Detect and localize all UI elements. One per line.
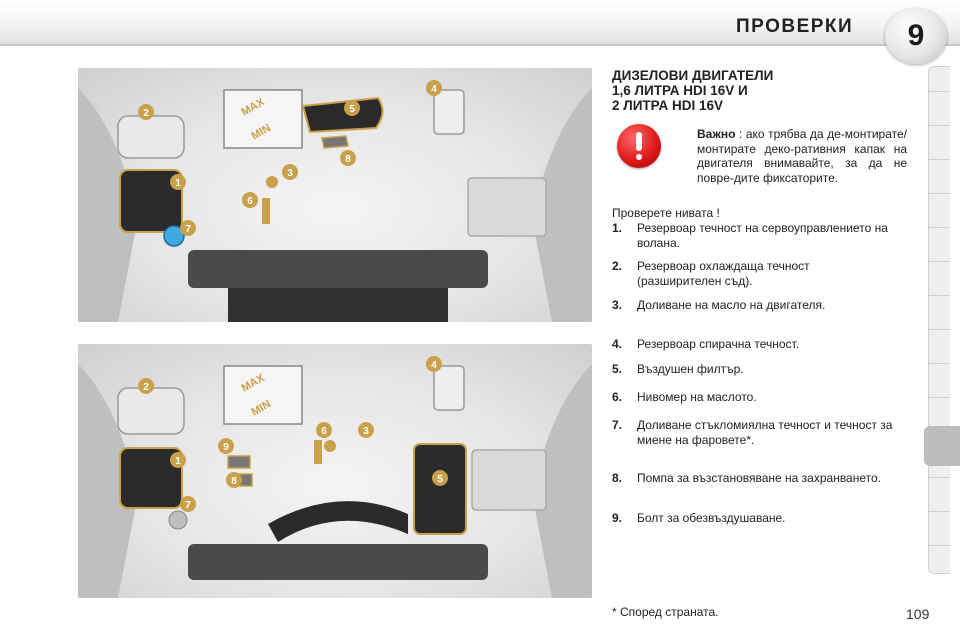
callout-3 bbox=[282, 164, 298, 180]
page-number: 109 bbox=[906, 606, 930, 622]
air-filter-box bbox=[414, 444, 466, 534]
section-title-line: 1,6 ЛИТРА HDI 16V И bbox=[612, 83, 748, 98]
callout-3 bbox=[358, 422, 374, 438]
oil-dipstick bbox=[262, 198, 270, 224]
footnote: * Според страната. bbox=[612, 605, 719, 619]
battery bbox=[472, 450, 546, 510]
radiator-cover bbox=[188, 250, 488, 288]
svg-text:5: 5 bbox=[349, 104, 355, 115]
svg-text:3: 3 bbox=[287, 168, 293, 179]
list-item: 1. Резервоар течност на сервоуправлението на волана. bbox=[612, 221, 888, 250]
callout-5 bbox=[432, 470, 448, 486]
svg-text:8: 8 bbox=[345, 154, 351, 165]
level-gauge-inset bbox=[224, 90, 302, 148]
callout-1 bbox=[170, 174, 186, 190]
list-item: 2. Резервоар охлаждаща течност (разширителен съд). bbox=[612, 259, 810, 288]
tab-divider bbox=[929, 125, 950, 126]
important-label: Важно bbox=[697, 127, 736, 141]
svg-text:2: 2 bbox=[143, 382, 149, 393]
front-grille bbox=[228, 288, 448, 322]
air-filter-duct bbox=[303, 98, 383, 132]
oil-dipstick bbox=[314, 440, 322, 464]
tab-divider bbox=[929, 477, 950, 478]
svg-text:5: 5 bbox=[437, 474, 443, 485]
tab-divider bbox=[929, 397, 950, 398]
chapter-tab-active[interactable] bbox=[924, 426, 960, 466]
list-item: 9. Болт за обезвъздушаване. bbox=[612, 511, 786, 525]
svg-text:1: 1 bbox=[175, 178, 181, 189]
callout-5 bbox=[344, 100, 360, 116]
gauge-min-label: MIN bbox=[249, 122, 273, 143]
page-title: ПРОВЕРКИ bbox=[736, 16, 854, 37]
gauge-min-label: MIN bbox=[249, 398, 273, 419]
engine-drawing-top bbox=[78, 68, 592, 322]
engine-illustration-bottom bbox=[78, 344, 592, 598]
callout-4 bbox=[426, 80, 442, 96]
callout-7 bbox=[180, 496, 196, 512]
important-note bbox=[697, 127, 907, 185]
svg-text:1: 1 bbox=[175, 456, 181, 467]
chapter-tab-strip[interactable] bbox=[928, 66, 950, 574]
list-item: 7. Доливане стъкломиялна течност и течност за миене на фаровете*. bbox=[612, 418, 893, 447]
warning-icon bbox=[617, 124, 661, 168]
gauge-max-label: MAX bbox=[239, 95, 267, 119]
callout-7 bbox=[180, 220, 196, 236]
warning-icon-bar bbox=[636, 132, 642, 151]
callout-6 bbox=[242, 192, 258, 208]
priming-pump bbox=[322, 136, 348, 148]
svg-text:4: 4 bbox=[431, 84, 437, 95]
svg-text:7: 7 bbox=[185, 500, 191, 511]
tab-divider bbox=[929, 193, 950, 194]
intake-pipe bbox=[268, 501, 408, 542]
svg-text:8: 8 bbox=[231, 476, 237, 487]
section-title bbox=[612, 68, 912, 113]
brake-fluid-reservoir bbox=[434, 366, 464, 410]
coolant-tank bbox=[118, 388, 184, 434]
radiator-cover bbox=[188, 544, 488, 580]
section-title-line: 2 ЛИТРА HDI 16V bbox=[612, 98, 724, 113]
callout-1 bbox=[170, 452, 186, 468]
tab-divider bbox=[929, 91, 950, 92]
list-item: 6. Нивомер на маслото. bbox=[612, 390, 757, 404]
tab-divider bbox=[929, 295, 950, 296]
engine-drawing-bottom bbox=[78, 344, 592, 598]
level-gauge-inset bbox=[224, 366, 302, 424]
tab-divider bbox=[929, 159, 950, 160]
gauge-max-label: MAX bbox=[239, 371, 267, 395]
callout-8 bbox=[226, 472, 242, 488]
callout-2 bbox=[138, 378, 154, 394]
callout-9 bbox=[218, 438, 234, 454]
callout-8 bbox=[340, 150, 356, 166]
section-title-line: ДИЗЕЛОВИ ДВИГАТЕЛИ bbox=[612, 68, 774, 83]
svg-text:9: 9 bbox=[223, 442, 229, 453]
svg-text:3: 3 bbox=[363, 426, 369, 437]
callout-2 bbox=[138, 104, 154, 120]
tab-divider bbox=[929, 363, 950, 364]
battery bbox=[468, 178, 546, 236]
tab-divider bbox=[929, 511, 950, 512]
tab-divider bbox=[929, 329, 950, 330]
engine-illustration-top bbox=[78, 68, 592, 322]
washer-fluid-cap bbox=[169, 511, 187, 529]
svg-text:7: 7 bbox=[185, 224, 191, 235]
svg-text:4: 4 bbox=[431, 360, 437, 371]
warning-icon-dot bbox=[636, 154, 642, 160]
list-item: 3. Доливане на масло на двигателя. bbox=[612, 298, 826, 312]
tab-divider bbox=[929, 227, 950, 228]
brake-fluid-reservoir bbox=[434, 90, 464, 134]
list-item: 4. Резервоар спирачна течност. bbox=[612, 337, 800, 351]
oil-filler-cap bbox=[324, 440, 336, 452]
oil-filler-cap bbox=[266, 176, 278, 188]
svg-text:6: 6 bbox=[247, 196, 253, 207]
callout-6 bbox=[316, 422, 332, 438]
coolant-tank bbox=[118, 116, 184, 158]
chapter-badge[interactable]: 9 bbox=[885, 8, 947, 64]
header-divider bbox=[0, 44, 960, 46]
bleed-screw bbox=[228, 456, 250, 468]
svg-text:2: 2 bbox=[143, 108, 149, 119]
svg-text:6: 6 bbox=[321, 426, 327, 437]
check-intro: Проверете нивата ! bbox=[612, 206, 720, 220]
list-item: 5. Въздушен филтър. bbox=[612, 362, 744, 376]
list-item: 8. Помпа за възстановяване на захранването. bbox=[612, 471, 882, 485]
tab-divider bbox=[929, 545, 950, 546]
important-text: : ако трябва да де-монтирате/монтирате деко-ративния капак на двигателя внимавайте, за да не повре-дите фиксаторите. bbox=[697, 127, 907, 185]
callout-4 bbox=[426, 356, 442, 372]
tab-divider bbox=[929, 261, 950, 262]
